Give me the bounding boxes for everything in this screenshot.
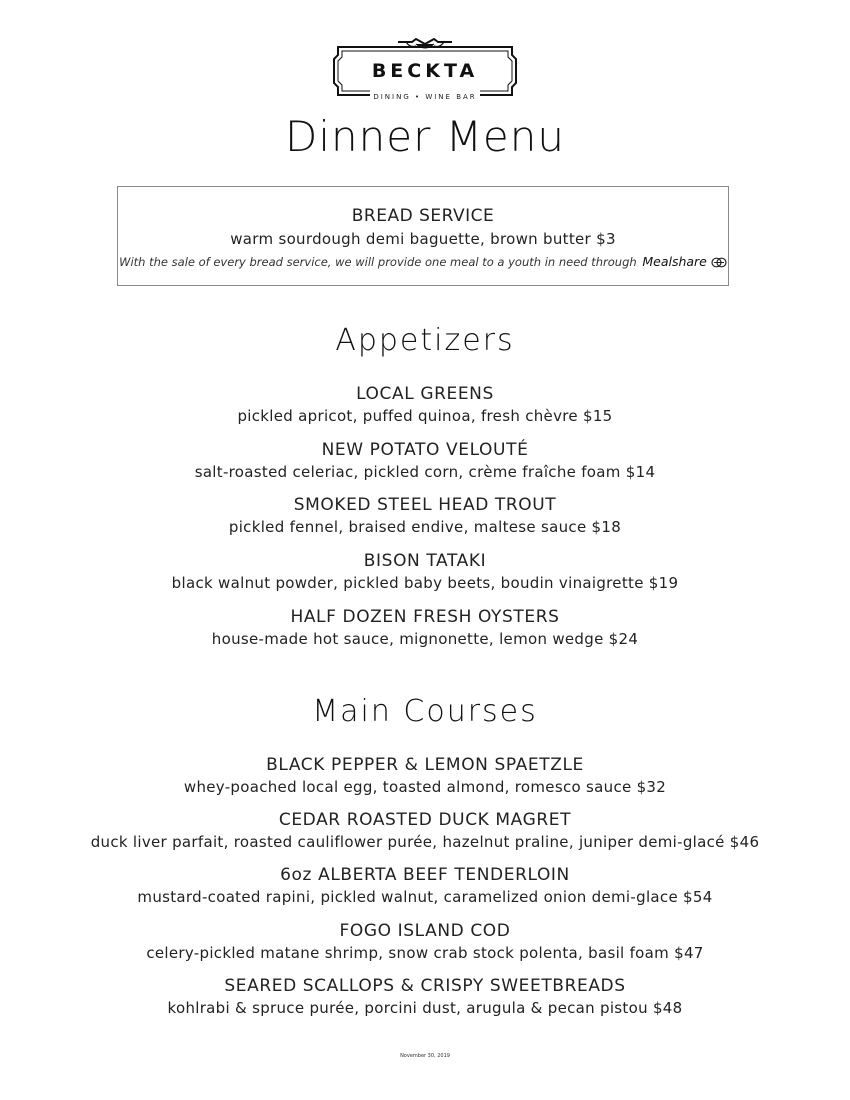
appetizer-name: BISON TATAKI bbox=[363, 551, 487, 571]
appetizer-description: black walnut powder, pickled baby beets, boudin vinaigrette $19 bbox=[171, 574, 679, 592]
appetizer-description: house-made hot sauce, mignonette, lemon wedge $24 bbox=[211, 630, 639, 648]
appetizer-name: LOCAL GREENS bbox=[356, 384, 494, 404]
bread-service-note bbox=[118, 254, 728, 271]
appetizer-name: SMOKED STEEL HEAD TROUT bbox=[293, 495, 557, 515]
appetizer-description: pickled fennel, braised endive, maltese sauce $18 bbox=[228, 518, 622, 536]
appetizer-name: HALF DOZEN FRESH OYSTERS bbox=[290, 607, 560, 627]
mealshare-icon bbox=[711, 257, 727, 271]
bread-service-box bbox=[117, 186, 729, 286]
main-course-name: SEARED SCALLOPS & CRISPY SWEETBREADS bbox=[224, 976, 626, 996]
main-course-description: whey-poached local egg, toasted almond, romesco sauce $32 bbox=[183, 778, 667, 796]
logo-subtitle: DINING • WINE BAR bbox=[373, 93, 477, 101]
main-course-description: mustard-coated rapini, pickled walnut, caramelized onion demi-glace $54 bbox=[137, 888, 713, 906]
main-course-description: celery-pickled matane shrimp, snow crab stock polenta, basil foam $47 bbox=[146, 944, 704, 962]
appetizers-heading: Appetizers bbox=[335, 323, 515, 358]
main-course-name: FOGO ISLAND COD bbox=[339, 921, 511, 941]
bread-service-note-text: With the sale of every bread service, we will provide one meal to a youth in need through bbox=[119, 255, 637, 269]
appetizer-description: pickled apricot, puffed quinoa, fresh chèvre $15 bbox=[237, 407, 613, 425]
appetizer-name: NEW POTATO VELOUTÉ bbox=[321, 440, 529, 460]
bread-service-description: warm sourdough demi baguette, brown butter $3 bbox=[230, 230, 616, 248]
mealshare-label: Mealshare bbox=[642, 254, 707, 269]
appetizer-description: salt-roasted celeriac, pickled corn, crème fraîche foam $14 bbox=[194, 463, 656, 481]
main-course-name: BLACK PEPPER & LEMON SPAETZLE bbox=[266, 755, 584, 775]
main-course-description: duck liver parfait, roasted cauliflower purée, hazelnut praline, juniper demi-glacé $46 bbox=[90, 833, 760, 851]
main-courses-heading: Main Courses bbox=[312, 694, 538, 729]
main-course-name: 6oz ALBERTA BEEF TENDERLOIN bbox=[280, 865, 570, 885]
bread-service-title: BREAD SERVICE bbox=[351, 206, 495, 226]
page-title: Dinner Menu bbox=[284, 112, 566, 161]
menu-date: November 30, 2019 bbox=[400, 1053, 450, 1059]
beckta-logo bbox=[330, 38, 520, 104]
logo-name: BECKTA bbox=[371, 60, 479, 82]
main-course-name: CEDAR ROASTED DUCK MAGRET bbox=[278, 810, 572, 830]
main-course-description: kohlrabi & spruce purée, porcini dust, arugula & pecan pistou $48 bbox=[167, 999, 683, 1017]
